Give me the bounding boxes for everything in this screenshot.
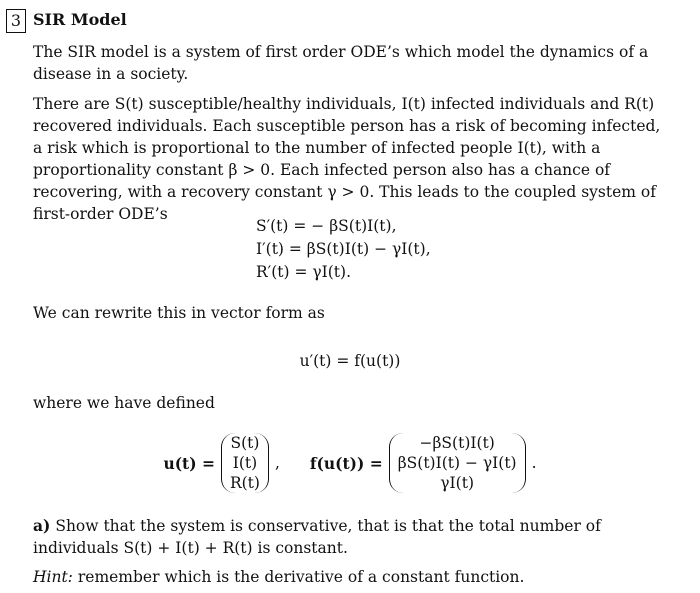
u-lhs: u(t) =: [163, 453, 215, 473]
vector-equation: u′(t) = f(u(t)): [299, 352, 401, 370]
problem-title: SIR Model: [33, 10, 127, 29]
part-a-label: a): [33, 516, 51, 535]
where-defined: where we have defined: [33, 394, 215, 412]
hint-text: remember which is the derivative of a constant function.: [77, 568, 525, 586]
equation-r: R′(t) = γI(t).: [256, 263, 351, 281]
vector-form-intro: We can rewrite this in vector form as: [33, 304, 325, 322]
ode-system: [256, 215, 431, 284]
u-component-r: R(t): [229, 474, 260, 492]
f-component-i: βS(t)I(t) − γI(t): [397, 454, 517, 472]
vector-definitions: [0, 433, 700, 493]
intro-paragraph: The SIR model is a system of first order ODE’s which model the dynamics of a disease in a society.: [33, 43, 649, 83]
part-a-text: Show that the system is conservative, that is that the total number of individuals S(t) + I(t) + R(t) is constant.: [33, 517, 601, 557]
equation-i: I′(t) = βS(t)I(t) − γI(t),: [256, 240, 431, 258]
final-period: .: [531, 454, 537, 472]
u-component-s: S(t): [230, 434, 260, 452]
problem-number: 3: [6, 9, 26, 33]
f-vector: [389, 433, 526, 493]
f-component-r: γI(t): [440, 474, 475, 492]
u-component-i: I(t): [232, 454, 258, 472]
f-lhs: f(u(t)) =: [309, 453, 383, 473]
f-component-s: −βS(t)I(t): [419, 434, 495, 452]
u-vector: [221, 433, 269, 493]
hint: [33, 566, 673, 588]
description-paragraph: There are S(t) susceptible/healthy individuals, I(t) infected individuals and R(t) recovered individuals. Each susceptible person has a risk of becoming infected, a risk which is proportional to the number of infected people I(t), with a proportionality constant β > 0. Each infected person also has a chance of recovering, with a recovery constant γ > 0. This leads to the coupled system of first-order ODE’s: [33, 95, 661, 223]
separator-comma: ,: [274, 454, 280, 472]
hint-label: Hint:: [33, 568, 73, 586]
equation-s: S′(t) = − βS(t)I(t),: [256, 217, 397, 235]
part-a: [33, 515, 673, 559]
